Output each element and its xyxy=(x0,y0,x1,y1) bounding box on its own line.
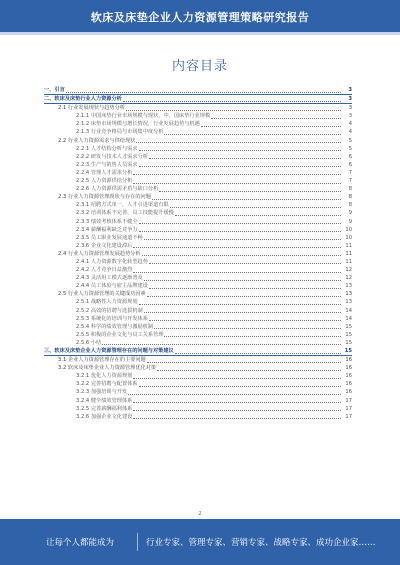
toc-leader-dots xyxy=(159,187,341,192)
toc-entry-page: 3 xyxy=(348,105,352,112)
toc-entry-page: 13 xyxy=(345,299,352,306)
toc-entry-title: 2.3.2 培训体系不完善，员工技能提升缓慢 xyxy=(76,210,174,217)
toc-leader-dots xyxy=(152,195,341,200)
toc-entry-page: 10 xyxy=(345,234,352,241)
toc-entry[interactable] xyxy=(44,226,352,234)
toc-entry-page: 15 xyxy=(345,339,352,346)
toc-leader-dots xyxy=(149,284,341,289)
toc-leader-dots xyxy=(66,88,341,93)
toc-entry[interactable] xyxy=(44,413,352,421)
toc-entry-page: 9 xyxy=(348,210,352,217)
toc-leader-dots xyxy=(139,382,341,387)
toc-entry-page: 5 xyxy=(348,137,352,144)
toc-entry[interactable] xyxy=(44,193,352,201)
toc-entry-page: 14 xyxy=(345,307,352,314)
toc-leader-dots xyxy=(175,211,341,216)
toc-leader-dots xyxy=(147,292,341,297)
toc-entry-title: 2.2.3 生产与销售人员需求 xyxy=(76,161,138,168)
toc-entry-page: 3 xyxy=(348,113,352,120)
toc-entry-page: 4 xyxy=(348,129,352,136)
toc-entry-page: 17 xyxy=(345,413,352,420)
toc-entry-page: 8 xyxy=(348,186,352,193)
toc-entry[interactable] xyxy=(44,307,352,315)
toc-entry-title: 2.1.1 中国床垫行业市场规模与现状，中、国床垫行业规模 xyxy=(76,113,211,120)
toc-entry-page: 8 xyxy=(348,194,352,201)
toc-leader-dots xyxy=(139,146,341,151)
header-stripe xyxy=(0,32,400,35)
page-number: 2 xyxy=(198,511,202,517)
toc-entry[interactable] xyxy=(44,153,352,161)
toc-entry-page: 11 xyxy=(345,242,352,249)
toc-leader-dots xyxy=(133,406,341,411)
footer-slogan-right: 行业专家、管理专家、营销专家、战略专家、成功企业家…… xyxy=(146,538,376,548)
toc-entry-title: 3.1 企业人力资源管理存在的主要问题 xyxy=(58,357,146,364)
toc-entry-title: 2.5.6 小结 xyxy=(76,339,102,346)
toc-entry[interactable] xyxy=(44,372,352,380)
toc-entry[interactable] xyxy=(44,315,352,323)
toc-entry[interactable] xyxy=(44,364,352,372)
toc-leader-dots xyxy=(139,300,341,305)
footer-divider xyxy=(137,533,138,551)
toc-entry[interactable] xyxy=(44,250,352,258)
toc-entry[interactable] xyxy=(44,145,352,153)
toc-entry-title: 2.4.3 灵活用工模式逐渐普及 xyxy=(76,275,143,282)
toc-entry[interactable] xyxy=(44,339,352,347)
toc-leader-dots xyxy=(142,251,341,256)
toc-entry[interactable] xyxy=(44,323,352,331)
toc-entry-page: 9 xyxy=(348,218,352,225)
toc-entry-page: 7 xyxy=(348,178,352,185)
toc-entry-title: 2.1 行业发展现状与趋势分析 xyxy=(58,105,125,112)
toc-leader-dots xyxy=(149,316,341,321)
toc-entry-page: 15 xyxy=(345,323,352,330)
toc-leader-dots xyxy=(126,106,341,111)
toc-entry-title: 二、软床及床垫行业人力资源分析 xyxy=(44,96,122,103)
toc-entry-title: 2.3 行业人力资源管理现状与存在的问题 xyxy=(58,194,151,201)
toc-leader-dots xyxy=(149,259,341,264)
toc-entry-title: 2.5.5 积极的企业文化与员工关系管理 xyxy=(76,331,164,338)
toc-entry-title: 2.5.2 高效的招聘与选拔机制 xyxy=(76,307,143,314)
toc-entry-page: 16 xyxy=(345,357,352,364)
toc-leader-dots xyxy=(139,227,341,232)
toc-leader-dots xyxy=(102,340,341,345)
toc-leader-dots xyxy=(144,308,341,313)
toc-entry-title: 3.2.5 完善薪酬福利体系 xyxy=(76,405,133,412)
toc-entry-title: 2.2.4 管理人才需求分析 xyxy=(76,169,133,176)
toc-entry[interactable] xyxy=(44,137,352,145)
toc-entry-title: 2.2 行业人力资源需求与供给现状 xyxy=(58,137,136,144)
toc-entry-page: 10 xyxy=(345,226,352,233)
toc-entry-page: 16 xyxy=(345,381,352,388)
toc-entry[interactable] xyxy=(44,218,352,226)
toc-entry-page: 14 xyxy=(345,315,352,322)
toc-entry-page: 5 xyxy=(348,145,352,152)
toc-leader-dots xyxy=(175,349,341,354)
toc-entry-page: 17 xyxy=(345,405,352,412)
toc-entry-page: 4 xyxy=(348,121,352,128)
toc-leader-dots xyxy=(144,235,341,240)
toc-entry[interactable] xyxy=(44,274,352,282)
toc-entry-title: 一、引言 xyxy=(44,87,65,93)
toc-entry-title: 2.3.4 薪酬福利缺乏竞争力 xyxy=(76,226,138,233)
toc-entry-title: 2.5.3 系统化的培训与开发体系 xyxy=(76,315,148,322)
toc-entry-title: 2.5.4 科学的绩效管理与激励机制 xyxy=(76,323,154,330)
toc-entry-title: 3.2.3 加强培训与开发 xyxy=(76,389,128,396)
toc-entry-title: 2.5 行业人力资源管理的关键成功因素 xyxy=(58,291,146,298)
toc-entry[interactable] xyxy=(44,380,352,388)
footer-slogan-left: 让每个人都能成为 xyxy=(46,538,115,548)
toc-entry-title: 2.4.4 员工体验与雇主品牌建设 xyxy=(76,283,148,290)
toc-leader-dots xyxy=(139,162,341,167)
toc-entry[interactable] xyxy=(44,209,352,217)
toc-entry-title: 2.2.1 人才结构分析与需求 xyxy=(76,145,138,152)
report-header-bar xyxy=(0,0,400,32)
toc-entry[interactable] xyxy=(44,356,352,364)
toc-entry-page: 17 xyxy=(345,397,352,404)
toc-entry-title: 3.2 软床及床垫企业人力资源管理优化对策 xyxy=(58,365,157,372)
toc-entry[interactable] xyxy=(44,388,352,396)
toc-entry[interactable] xyxy=(44,405,352,413)
toc-entry[interactable] xyxy=(44,397,352,405)
toc-entry-title: 3.2.6 加强企业文化建设 xyxy=(76,413,133,420)
toc-entry-page: 6 xyxy=(348,153,352,160)
toc-entry-page: 16 xyxy=(345,365,352,372)
toc-leader-dots xyxy=(133,268,341,273)
toc-entry-title: 2.1.3 行业竞争格局与市场集中度分析 xyxy=(76,129,164,136)
toc-entry-page: 13 xyxy=(345,291,352,298)
toc-leader-dots xyxy=(128,390,341,395)
toc-entry-page: 11 xyxy=(345,258,352,265)
toc-entry-title: 2.4.1 人力资源数字化转型趋势 xyxy=(76,258,148,265)
toc-entry-title: 2.2.5 人力资源供给分析 xyxy=(76,178,133,185)
toc-leader-dots xyxy=(154,324,341,329)
toc-entry-page: 12 xyxy=(345,267,352,274)
toc-entry[interactable] xyxy=(44,347,352,356)
toc-entry-page: 15 xyxy=(345,331,352,338)
toc-leader-dots xyxy=(211,114,341,119)
toc-leader-dots xyxy=(164,332,341,337)
toc-entry[interactable] xyxy=(44,282,352,290)
toc-entry-page: 12 xyxy=(345,275,352,282)
toc-entry-title: 2.4.2 人才竞争日益激烈 xyxy=(76,267,133,274)
toc-leader-dots xyxy=(201,122,341,127)
toc-heading: 内容目录 xyxy=(171,59,228,74)
toc-entry-title: 2.5.1 战略性人力资源规划 xyxy=(76,299,138,306)
footer-bar xyxy=(0,519,400,565)
toc-entry-page: 15 xyxy=(344,348,352,354)
toc-leader-dots xyxy=(123,97,341,102)
toc-entry[interactable] xyxy=(44,258,352,266)
toc-entry[interactable] xyxy=(44,169,352,177)
toc-leader-dots xyxy=(133,170,341,175)
toc-entry[interactable] xyxy=(44,234,352,242)
toc-entry[interactable] xyxy=(44,266,352,274)
toc-leader-dots xyxy=(133,414,341,419)
toc-entry[interactable] xyxy=(44,161,352,169)
toc-entry-page: 8 xyxy=(348,202,352,209)
toc-leader-dots xyxy=(144,276,341,281)
toc-entry-page: 16 xyxy=(345,389,352,396)
toc-entry-title: 3.2.4 健全绩效管理体系 xyxy=(76,397,133,404)
toc-leader-dots xyxy=(149,154,341,159)
toc-entry-title: 2.4 行业人力资源管理发展趋势分析 xyxy=(58,250,141,257)
toc-entry-page: 13 xyxy=(345,283,352,290)
toc-leader-dots xyxy=(147,358,341,363)
toc-entry-title: 3.2.1 优化人力资源规划 xyxy=(76,373,133,380)
toc-leader-dots xyxy=(164,130,341,135)
toc-entry[interactable] xyxy=(44,242,352,250)
toc-entry-title: 2.3.1 招聘方式单一，人才引进渠道有限 xyxy=(76,202,169,209)
toc-leader-dots xyxy=(136,138,341,143)
toc-entry-title: 三、软床及床垫企业人力资源管理存在的问题与对策建议 xyxy=(44,348,174,354)
toc-entry-page: 6 xyxy=(348,161,352,168)
report-title: 软床及床垫企业人力资源管理策略研究报告 xyxy=(90,11,310,24)
toc-leader-dots xyxy=(133,374,341,379)
toc-leader-dots xyxy=(139,219,341,224)
toc-entry[interactable] xyxy=(44,120,352,128)
toc-leader-dots xyxy=(170,203,341,208)
toc-entry[interactable] xyxy=(44,95,352,104)
toc-entry[interactable] xyxy=(44,177,352,185)
toc-leader-dots xyxy=(133,398,341,403)
toc-entry[interactable] xyxy=(44,290,352,298)
toc-entry[interactable] xyxy=(44,128,352,136)
toc-entry-title: 2.2.6 人力资源供需矛盾与缺口分析 xyxy=(76,186,159,193)
table-of-contents xyxy=(44,86,352,421)
toc-entry-title: 3.2.2 完善招聘与配置体系 xyxy=(76,381,138,388)
toc-entry-title: 2.2.2 研发与技术人才需求分析 xyxy=(76,153,148,160)
toc-entry[interactable] xyxy=(44,104,352,112)
toc-entry[interactable] xyxy=(44,112,352,120)
toc-leader-dots xyxy=(133,243,341,248)
toc-entry-title: 2.3.3 绩效考核体系不健全 xyxy=(76,218,138,225)
toc-entry-page: 11 xyxy=(345,250,352,257)
toc-entry[interactable] xyxy=(44,298,352,306)
toc-entry[interactable] xyxy=(44,86,352,95)
toc-leader-dots xyxy=(157,366,341,371)
toc-entry[interactable] xyxy=(44,201,352,209)
toc-entry[interactable] xyxy=(44,331,352,339)
toc-entry-title: 2.3.6 企业文化建设滞后 xyxy=(76,242,133,249)
toc-entry[interactable] xyxy=(44,185,352,193)
toc-entry-title: 2.3.5 员工职业发展通道不畅 xyxy=(76,234,143,241)
toc-entry-title: 2.1.2 床垫市场规模与增长情况，行业发展趋势与机遇 xyxy=(76,121,200,128)
toc-entry-page: 16 xyxy=(345,373,352,380)
toc-entry-page: 7 xyxy=(348,169,352,176)
toc-entry-page: 3 xyxy=(348,96,352,103)
toc-entry-page: 3 xyxy=(348,87,352,93)
toc-leader-dots xyxy=(133,179,341,184)
